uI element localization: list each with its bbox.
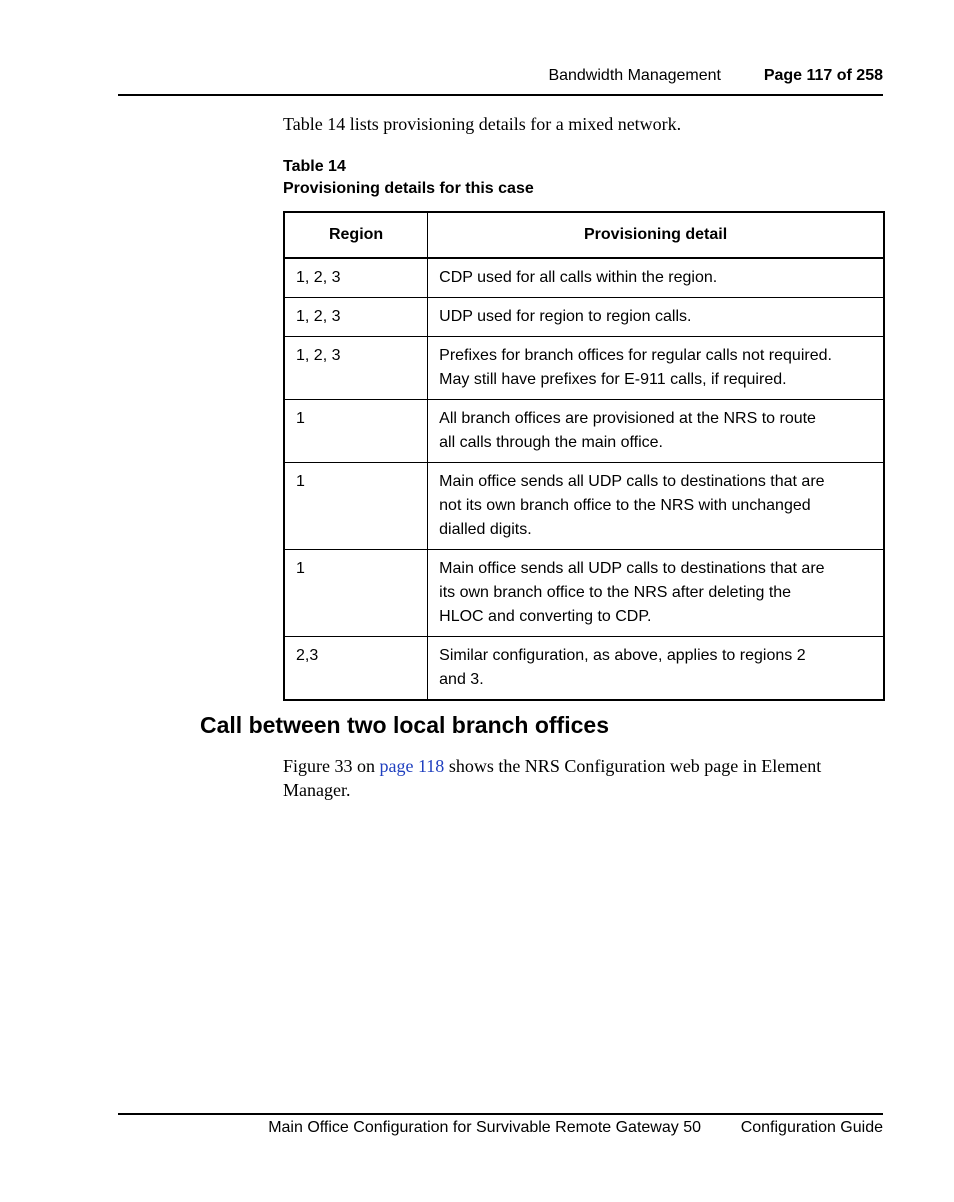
- table-row: [284, 400, 884, 463]
- table-row: [284, 463, 884, 550]
- detail-line: all calls through the main office.: [439, 434, 663, 451]
- detail-line: Prefixes for branch offices for regular calls not required.: [439, 347, 832, 364]
- page-footer: [118, 1113, 883, 1143]
- header-page-number: Page 117 of 258: [763, 67, 883, 84]
- detail-line: UDP used for region to region calls.: [439, 308, 692, 325]
- column-header-region: Region: [284, 212, 428, 258]
- page-link[interactable]: page 118: [379, 756, 445, 776]
- footer-guide-title: Configuration Guide: [740, 1119, 883, 1136]
- table-row: [284, 337, 884, 400]
- region-cell: 1, 2, 3: [284, 258, 428, 298]
- table-row: [284, 550, 884, 637]
- table-title: Provisioning details for this case: [283, 180, 534, 197]
- detail-cell: [428, 463, 884, 550]
- provisioning-table: [283, 211, 885, 701]
- table-caption: [283, 156, 534, 200]
- detail-line: HLOC and converting to CDP.: [439, 608, 652, 625]
- body-paragraph: [283, 754, 883, 802]
- detail-line: May still have prefixes for E-911 calls, if required.: [439, 371, 787, 388]
- region-cell: 1: [284, 400, 428, 463]
- region-cell: 1: [284, 550, 428, 637]
- header-section-title: Bandwidth Management: [548, 67, 721, 84]
- section-heading: Call between two local branch offices: [200, 712, 609, 738]
- table-number: Table 14: [283, 158, 346, 175]
- region-cell: 1, 2, 3: [284, 337, 428, 400]
- paragraph-text-end: shows the NRS Configuration web page in Element Manager.: [283, 756, 822, 800]
- detail-cell: [428, 337, 884, 400]
- region-cell: 1: [284, 463, 428, 550]
- footer-document-title: Main Office Configuration for Survivable Remote Gateway 50: [268, 1119, 701, 1136]
- page-header: [118, 64, 883, 96]
- intro-paragraph: Table 14 lists provisioning details for a mixed network.: [283, 114, 682, 134]
- column-header-detail: Provisioning detail: [428, 212, 884, 258]
- region-cell: 1, 2, 3: [284, 298, 428, 337]
- detail-cell: [428, 298, 884, 337]
- detail-cell: [428, 258, 884, 298]
- detail-line: CDP used for all calls within the region.: [439, 269, 718, 286]
- table-header-row: [284, 212, 884, 258]
- detail-line: All branch offices are provisioned at the NRS to route: [439, 410, 816, 427]
- detail-line: Similar configuration, as above, applies to regions 2: [439, 647, 806, 664]
- region-cell: 2,3: [284, 637, 428, 701]
- paragraph-text-start: Figure 33 on: [283, 756, 380, 776]
- detail-line: dialled digits.: [439, 521, 532, 538]
- detail-line: its own branch office to the NRS after deleting the: [439, 584, 792, 601]
- detail-line: Main office sends all UDP calls to destinations that are: [439, 473, 825, 490]
- detail-cell: [428, 637, 884, 701]
- detail-line: Main office sends all UDP calls to destinations that are: [439, 560, 825, 577]
- detail-cell: [428, 400, 884, 463]
- table-row: [284, 637, 884, 701]
- detail-line: not its own branch office to the NRS with unchanged: [439, 497, 811, 514]
- table-row: [284, 298, 884, 337]
- detail-cell: [428, 550, 884, 637]
- table-row: [284, 258, 884, 298]
- detail-line: and 3.: [439, 671, 484, 688]
- table-body: [284, 258, 884, 700]
